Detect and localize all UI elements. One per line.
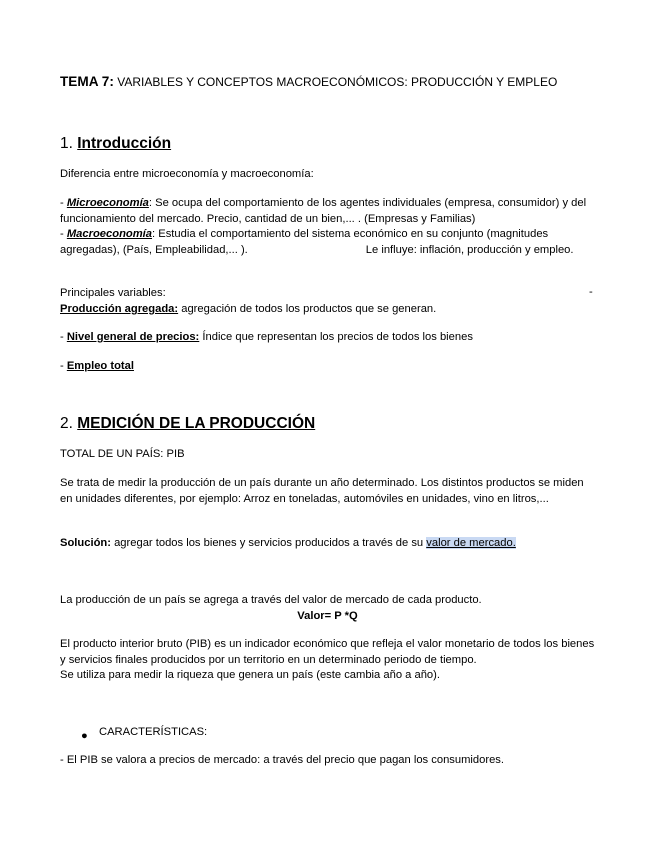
market-value-highlight: valor de mercado.: [426, 537, 516, 549]
market-price-valuation: - El PIB se valora a precios de mercado: a través del precio que pagan los consumidores.: [60, 754, 505, 766]
aggregate-production-text: agregación de todos los productos que se generan.: [178, 303, 437, 315]
pib-usage-text: Se utiliza para medir la riqueza que genera un país (este cambia año a año).: [60, 669, 440, 681]
aggregate-production: [60, 302, 595, 318]
section-2-title: MEDICIÓN DE LA PRODUCCIÓN: [77, 415, 316, 432]
main-variables-label: Principales variables:: [60, 287, 166, 299]
value-formula: Valor= P *Q: [297, 610, 358, 622]
stray-dash: -: [589, 286, 593, 298]
micro-text: : Se ocupa del comportamiento de los agentes individuales (empresa, consumidor) y del funcionamiento del mercado. Precio, cantidad de un bien,... . (Empresas y Familias): [60, 197, 587, 225]
section-2-heading: [60, 415, 595, 433]
aggregate-production-term: Producción agregada:: [60, 303, 179, 315]
gdp-subtitle: TOTAL DE UN PAÍS: PIB: [60, 448, 185, 460]
employment-prefix: -: [60, 360, 67, 372]
price-level-term: Nivel general de precios:: [66, 331, 200, 343]
title-topic-text: VARIABLES Y CONCEPTOS MACROECONÓMICOS: PRODUCCIÓN Y EMPLEO: [113, 75, 558, 89]
price-level-prefix: -: [60, 331, 67, 343]
solution-text: agregar todos los bienes y servicios producidos a través de su: [110, 537, 427, 549]
macro-text: : Estudia el comportamiento del sistema económico en su conjunto (magnitudes agregadas), (País, Empleabilidad,... ).: [60, 228, 549, 256]
pib-definition-text: El producto interior bruto (PIB) es un indicador económico que refleja el valor monetario de todos los bienes y servicios finales producidos por un territorio en un determinado periodo de tiempo.: [60, 638, 595, 666]
characteristics-heading: CARACTERÍSTICAS:: [99, 726, 208, 738]
macro-term: Macroeconomía: [66, 228, 153, 240]
title-topic-number: TEMA 7:: [60, 74, 114, 89]
section-1-number: 1.: [60, 135, 78, 152]
employment-term: Empleo total: [66, 360, 134, 372]
solution-term: Solución:: [60, 537, 111, 549]
section-1-heading: [60, 135, 595, 153]
measure-paragraph: Se trata de medir la producción de un país durante un año determinado. Los distintos productos se miden en unidades diferentes, por ejemplo: Arroz en toneladas, automóviles en unidades, vino en litros,...: [60, 477, 584, 505]
section-2-number: 2.: [60, 415, 78, 432]
micro-prefix: -: [60, 197, 67, 209]
price-level-text: Índice que representan los precios de todos los bienes: [199, 331, 473, 343]
price-level: [60, 330, 595, 346]
macro-prefix: -: [60, 228, 67, 240]
micro-definition: [60, 196, 595, 227]
section-1-title: Introducción: [77, 135, 172, 152]
micro-term: Microeconomía: [66, 197, 149, 209]
macro-definition: [60, 227, 595, 258]
micro-macro-intro: Diferencia entre microeconomía y macroeconomía:: [60, 168, 314, 180]
aggregation-sentence: La producción de un país se agrega a través del valor de mercado de cada producto.: [60, 594, 482, 606]
bullet-icon: ●: [81, 730, 88, 742]
solution-line: [60, 536, 595, 552]
pib-definition: [60, 637, 595, 684]
macro-influence: Le influye: inflación, producción y empleo.: [365, 243, 574, 256]
total-employment: [60, 359, 595, 375]
document-title: [60, 74, 595, 91]
